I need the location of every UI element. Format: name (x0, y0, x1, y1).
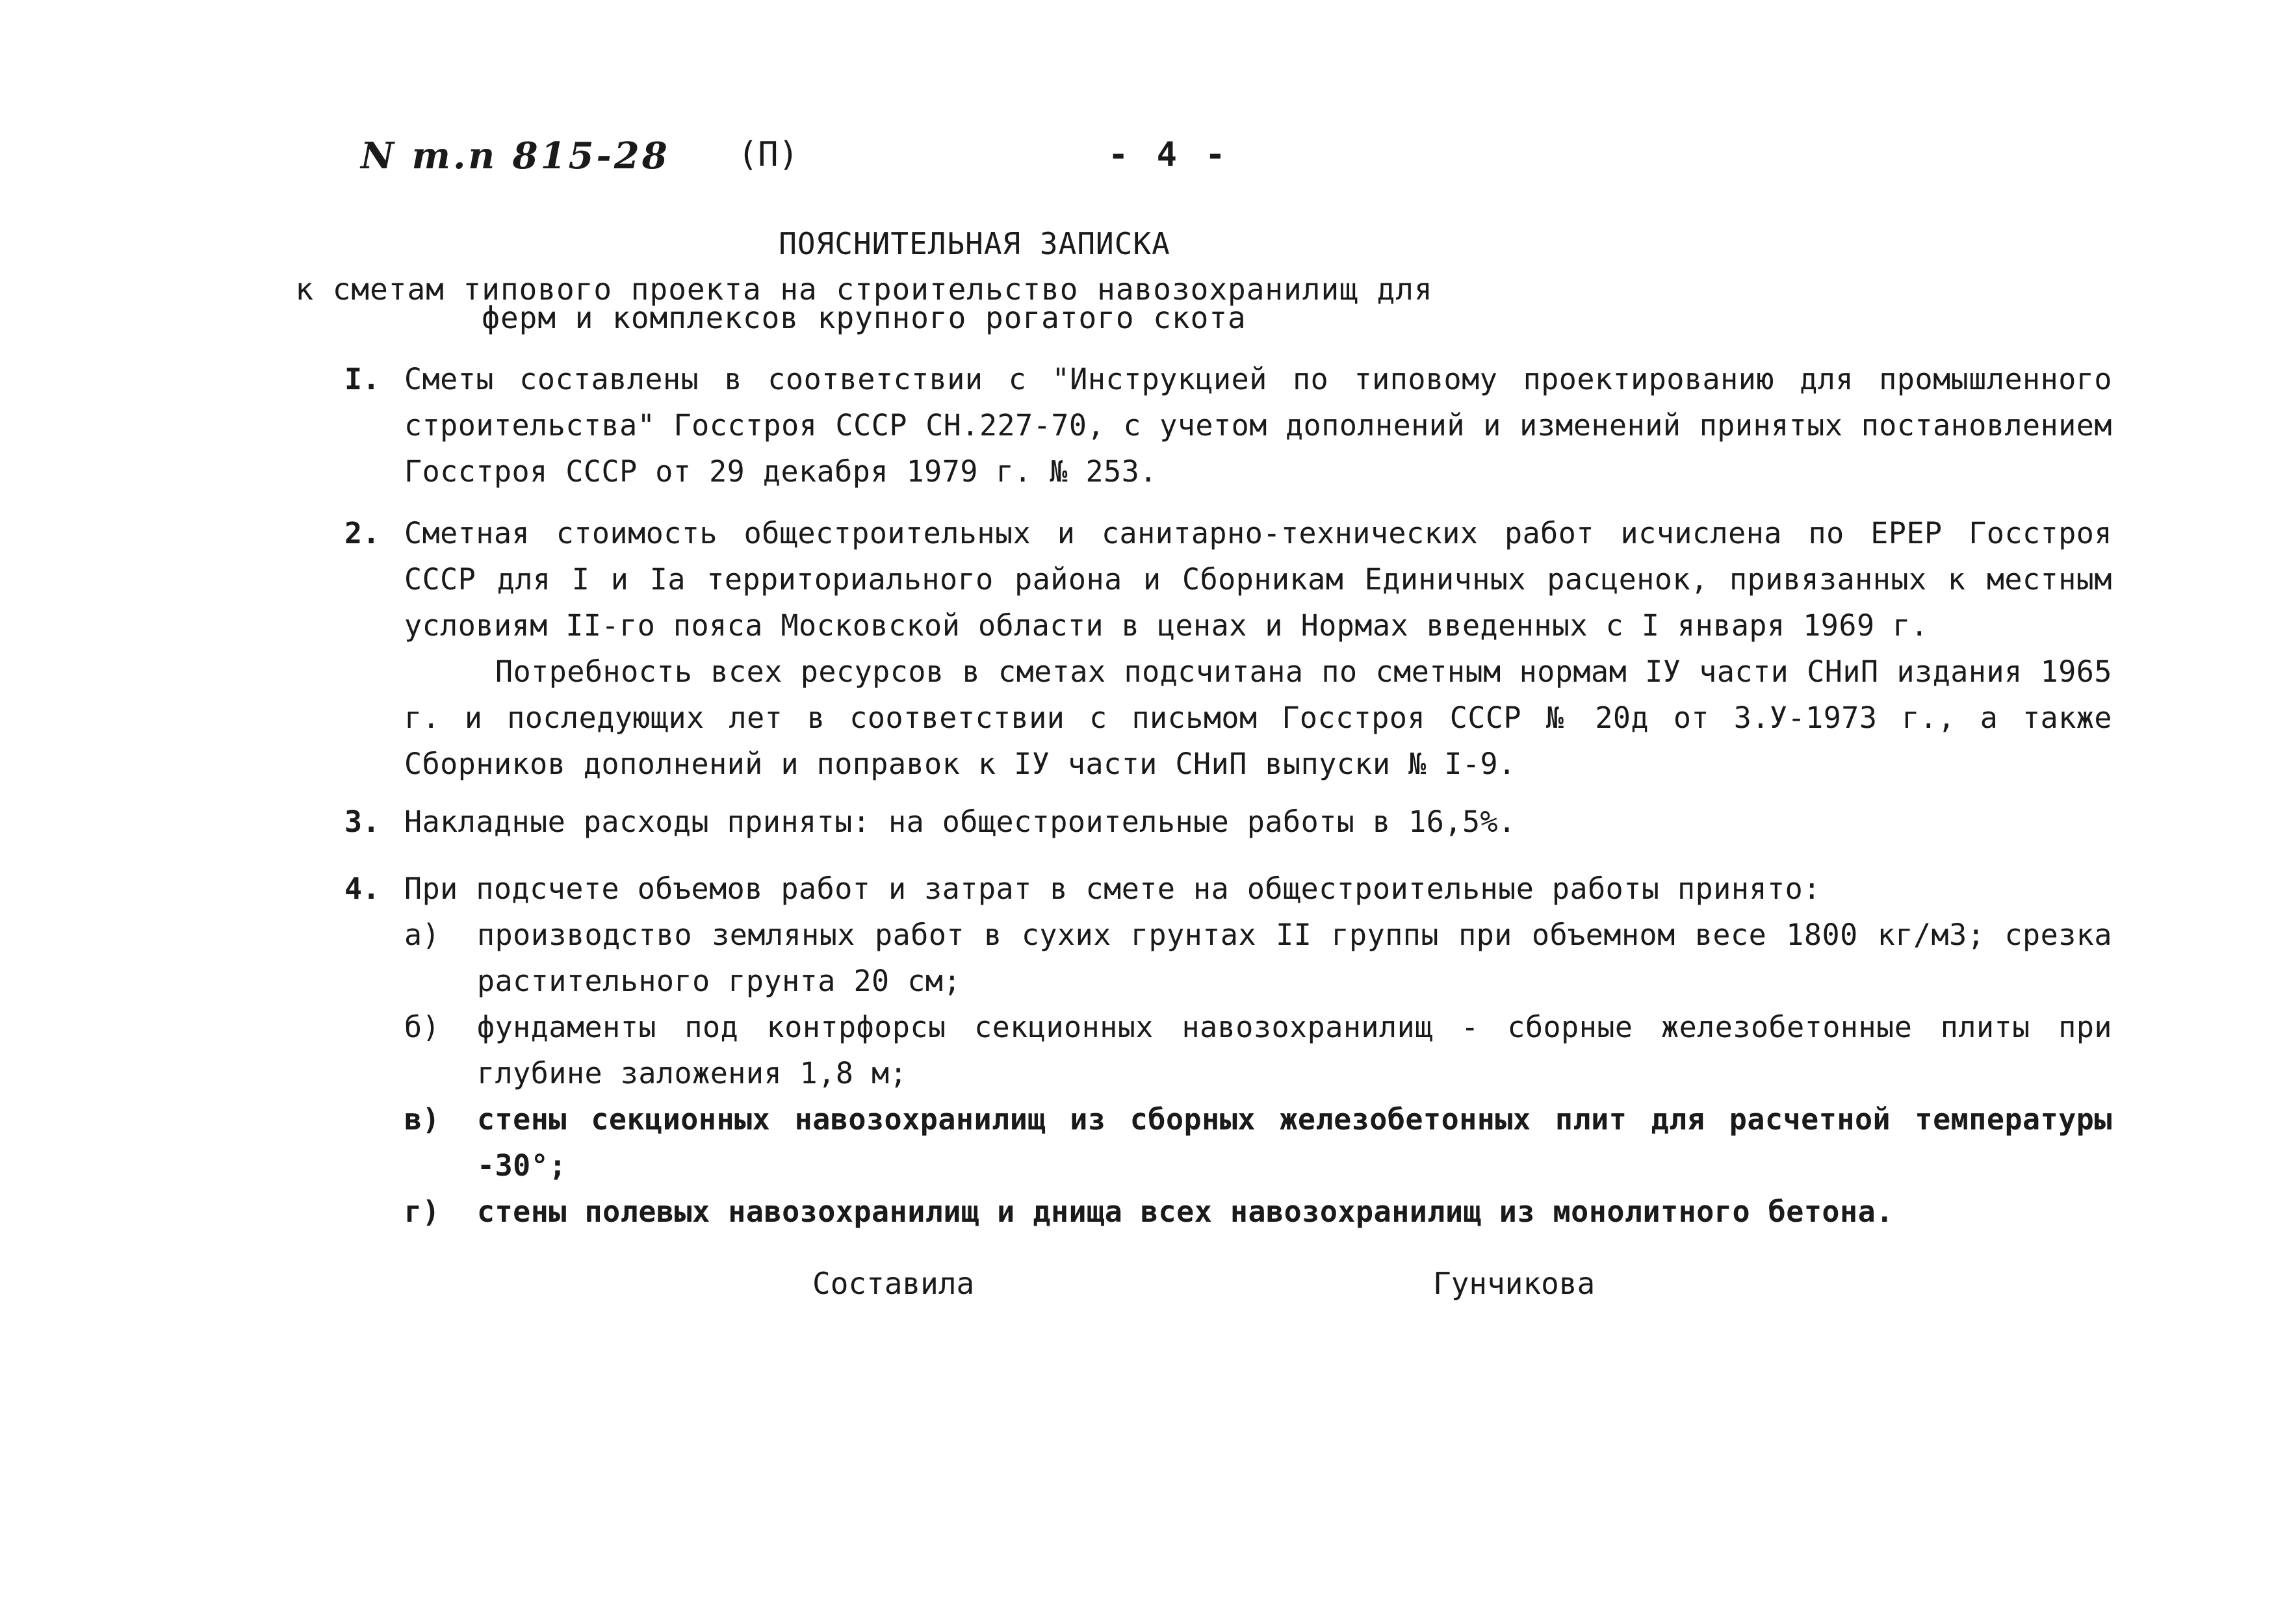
page-number: - 4 - (1108, 135, 1230, 174)
subitem-v (404, 1096, 2112, 1189)
paragraph-3 (344, 799, 2112, 845)
subitem-text: стены полевых навозохранилищ и днища всех навозохранилищ из монолитного бетона. (477, 1194, 1894, 1229)
document-subtitle-line-1: к сметам типового проекта на строительство навозохранилищ для (295, 272, 1433, 307)
subitem-text: стены секционных навозохранилищ из сборных железобетонных плит для расчетной температуры -30°; (477, 1102, 2112, 1183)
subitem-text: фундаменты под контрфорсы секционных навозохранилищ - сборные железобетонные плиты при глубине заложения 1,8 м; (477, 1010, 2112, 1090)
paragraph-1 (344, 356, 2112, 495)
paragraph-number: 3. (344, 805, 381, 839)
paragraph-number: 2. (344, 516, 381, 550)
document-subtitle-line-2: ферм и комплексов крупного рогатого скота (482, 300, 1247, 335)
paragraph-continuation: Потребность всех ресурсов в сметах подсчитана по сметным нормам IУ части СНиП издания 1965 г. и последующих лет в соответствии с письмом Госстроя СССР № 20д от 3.У-1973 г., а также Сборников дополнений и поправок к IУ части СНиП выпуски № I-9. (404, 654, 2112, 781)
paragraph-text: Сметы составлены в соответствии с "Инструкцией по типовому проектированию для промышленного строительства" Госстроя СССР СН.227-70, с учетом дополнений и изменений принятых постановлением Госстроя СССР от 29 декабря 1979 г. № 253. (404, 362, 2112, 489)
paragraph-4 (344, 866, 2112, 1235)
paragraph-text: Накладные расходы приняты: на общестроительные работы в 16,5%. (404, 805, 1516, 839)
document-code: N т.п 815-28 (361, 135, 670, 177)
subitem-letter: в) (404, 1102, 441, 1137)
subitem-letter: а) (404, 918, 441, 952)
signature-label: Составила (812, 1266, 975, 1301)
subitem-letter: г) (404, 1194, 441, 1229)
paragraph-number: I. (344, 362, 381, 396)
subitem-a (404, 912, 2112, 1004)
document-mark: (П) (738, 135, 799, 174)
paragraph-2 (344, 510, 2112, 787)
subitem-b (404, 1004, 2112, 1096)
paragraph-number: 4. (344, 871, 381, 906)
paragraph-text: Сметная стоимость общестроительных и санитарно-технических работ исчислена по ЕРЕР Госстроя СССР для I и Iа территориального района и Сборникам Единичных расценок, привязанных к местным условиям II-го пояса Московской области в ценах и Нормах введенных с I января 1969 г. (404, 516, 2112, 643)
signature-name: Гунчикова (1433, 1266, 1596, 1301)
subitem-g (404, 1189, 2112, 1235)
subitem-letter: б) (404, 1010, 441, 1044)
subitem-text: производство земляных работ в сухих грунтах II группы при объемном весе 1800 кг/м3; срезка растительного грунта 20 см; (477, 918, 2112, 998)
paragraph-text: При подсчете объемов работ и затрат в смете на общестроительные работы принято: (404, 871, 1821, 906)
document-title: ПОЯСНИТЕЛЬНАЯ ЗАПИСКА (779, 226, 1170, 261)
